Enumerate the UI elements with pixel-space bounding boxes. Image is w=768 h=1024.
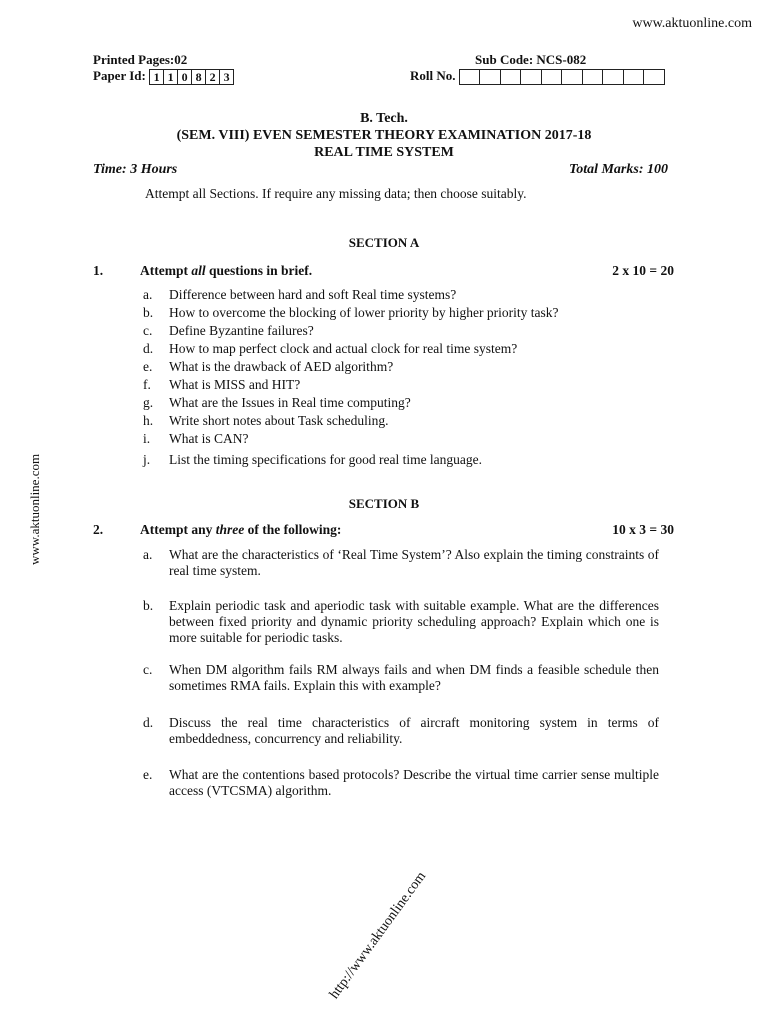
question-1-instruction: Attempt all questions in brief. xyxy=(140,263,313,278)
paper-id-digit: 0 xyxy=(178,70,192,84)
roll-number-boxes xyxy=(459,69,665,85)
roll-no-label: Roll No. xyxy=(410,68,456,83)
section-b-heading: SECTION B xyxy=(348,496,420,511)
question-text: Write short notes about Task scheduling. xyxy=(169,413,389,428)
question-letter: d. xyxy=(143,341,154,356)
question-text: What are the contentions based protocols? Describe the virtual time carrier sense multiple access (VTCSMA) algorithm. xyxy=(169,767,659,798)
time-allowed: Time: 3 Hours xyxy=(93,162,178,177)
section-a-heading: SECTION A xyxy=(348,235,420,250)
question-letter: e. xyxy=(143,767,153,782)
instruction: Attempt all Sections. If require any missing data; then choose suitably. xyxy=(145,186,527,201)
website-url-top: www.aktuonline.com xyxy=(632,16,752,31)
question-text: Discuss the real time characteristics of aircraft monitoring system in terms of embeddedness, concurrency and reliability. xyxy=(169,715,659,746)
question-text: Difference between hard and soft Real time systems? xyxy=(169,287,457,302)
question-letter: h. xyxy=(143,413,154,428)
paper-id-digit: 2 xyxy=(206,70,220,84)
question-text: List the timing specifications for good real time language. xyxy=(169,452,483,467)
question-letter: a. xyxy=(143,287,153,302)
question-letter: a. xyxy=(143,547,153,562)
question-text: Explain periodic task and aperiodic task with suitable example. What are the differences between fixed priority and dynamic priority scheduling approach? Explain which one is more suitable for periodic tasks. xyxy=(169,598,659,645)
subject-title: REAL TIME SYSTEM xyxy=(314,145,454,160)
question-2-number: 2. xyxy=(93,522,104,537)
paper-id-boxes xyxy=(149,69,234,85)
paper-id-digit: 1 xyxy=(150,70,164,84)
question-text: What are the Issues in Real time computing? xyxy=(169,395,411,410)
question-text: When DM algorithm fails RM always fails and when DM finds a feasible schedule then sometimes RMA fails. Explain this with example? xyxy=(169,662,659,693)
question-text: What are the characteristics of ‘Real Time System’? Also explain the timing constraints of real time system. xyxy=(169,547,659,578)
question-1-number: 1. xyxy=(93,263,104,278)
paper-id-digit: 8 xyxy=(192,70,206,84)
question-letter: e. xyxy=(143,359,153,374)
degree-title: B. Tech. xyxy=(360,111,408,126)
question-1-marks: 2 x 10 = 20 xyxy=(612,263,674,278)
subject-code: Sub Code: NCS-082 xyxy=(475,52,587,67)
question-letter: f. xyxy=(143,377,151,392)
question-2-marks: 10 x 3 = 30 xyxy=(612,522,674,537)
roll-number xyxy=(410,68,665,85)
question-letter: g. xyxy=(143,395,154,410)
question-letter: b. xyxy=(143,305,154,320)
question-text: What is MISS and HIT? xyxy=(169,377,301,392)
paper-id-label: Paper Id: xyxy=(93,68,146,83)
diagonal-watermark: http://www.aktuonline.com xyxy=(327,869,430,1002)
question-letter: i. xyxy=(143,431,151,446)
question-text: What is the drawback of AED algorithm? xyxy=(169,359,394,374)
question-text: Define Byzantine failures? xyxy=(169,323,314,338)
paper-id-digit: 3 xyxy=(223,70,230,85)
paper-id-digit: 1 xyxy=(164,70,178,84)
question-letter: c. xyxy=(143,323,153,338)
question-letter: c. xyxy=(143,662,153,677)
question-text: What is CAN? xyxy=(169,431,249,446)
question-letter: b. xyxy=(143,598,154,613)
question-letter: j. xyxy=(143,452,151,467)
exam-title: (SEM. VIII) EVEN SEMESTER THEORY EXAMINATION 2017-18 xyxy=(176,128,592,143)
printed-pages: Printed Pages:02 xyxy=(93,52,188,67)
paper-id xyxy=(93,68,234,85)
question-2-instruction: Attempt any three of the following: xyxy=(140,522,342,537)
total-marks: Total Marks: 100 xyxy=(568,162,668,177)
question-text: How to map perfect clock and actual clock for real time system? xyxy=(169,341,518,356)
question-text: How to overcome the blocking of lower priority by higher priority task? xyxy=(169,305,559,320)
question-letter: d. xyxy=(143,715,154,730)
side-watermark: www.aktuonline.com xyxy=(27,453,42,565)
